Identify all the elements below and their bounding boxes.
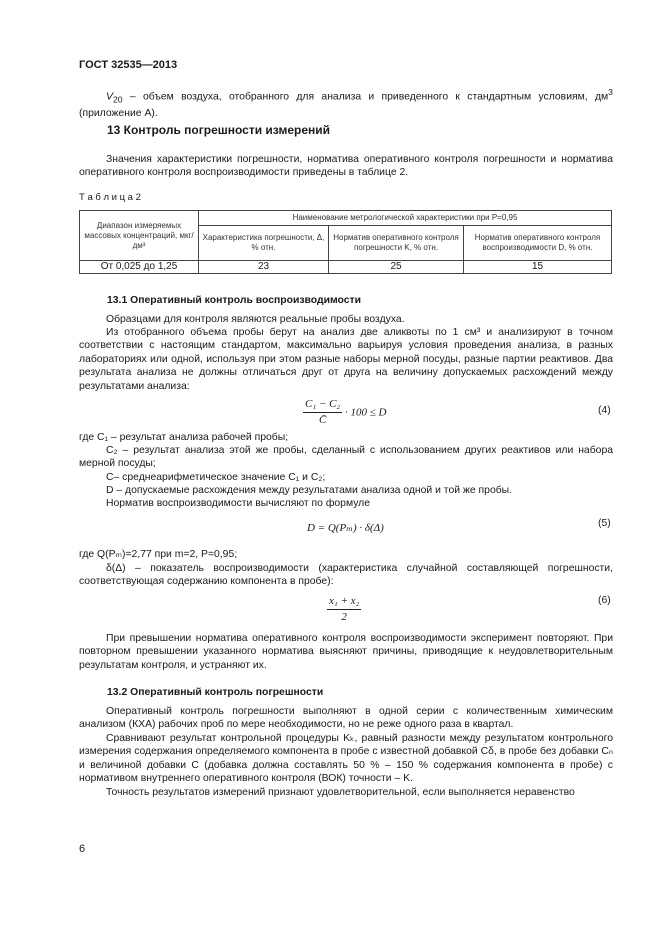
section-13-1-p2: Из отобранного объема пробы берут на анализ две аликвоты по 1 см³ и анализируют в точном соответствии с настоящим стандартом, максимально варьируя условия проведения анализа, в разных лабораториях или одной, используя при этом разные наборы мерной посуды, разные партии реактивов. Два результата анализа не должны отличаться друг от друга на величину допускаемых расхождений между результатами анализа:	[79, 327, 613, 392]
section-13-2-p3: Точность результатов измерений признают удовлетворительной, если выполняется неравенство	[106, 787, 575, 798]
table-group-header: Наименование метрологической характеристики при P=0,95	[199, 211, 612, 226]
table-cell-range: От 0,025 до 1,25	[80, 261, 199, 274]
where-q: где Q(Pₘ)=2,77 при m=2, P=0,95;	[79, 549, 238, 560]
section-13-intro: Значения характеристики погрешности, норматива оперативного контроля погрешности и норматива оперативного контроля воспроизводимости приведены в таблице 2.	[79, 154, 613, 179]
volume-definition-a: – объем воздуха, отобранного для анализа и приведенного к стандартным условиям, дм	[122, 91, 609, 103]
table-cell-v2: 25	[329, 261, 464, 274]
table-header-col3: Норматив оперативного контроля воспроизводимости D, % отн.	[464, 226, 612, 261]
volume-symbol: V	[106, 91, 113, 103]
equation-6	[327, 595, 361, 625]
table-cell-v3: 15	[464, 261, 612, 274]
equation-4-denominator: C̄	[318, 414, 327, 427]
equation-4-numerator: C₁ − C₂	[303, 398, 342, 413]
section-13-1-exceed: При превышении норматива оперативного контроля воспроизводимости эксперимент повторяют. При повторном превышении указанного норматива выясняют причины, приводящие к неудовлетворительным результатам контроля, и устраняют их.	[79, 633, 613, 671]
intro-paragraph	[79, 86, 613, 120]
equation-4-rest: · 100 ≤ D	[345, 406, 387, 419]
equation-4-number: (4)	[598, 405, 611, 416]
equation-4	[303, 398, 386, 428]
equation-6-number: (6)	[598, 595, 611, 606]
table-header-range: Диапазон измеряемых массовых концентраций, мкг/дм³	[80, 211, 199, 261]
volume-definition-b: (приложение А).	[79, 107, 158, 119]
table-header-col1: Характеристика погрешности, Δ, % отн.	[199, 226, 329, 261]
where-d: D – допускаемые расхождения между результатами анализа одной и той же пробы.	[106, 485, 513, 496]
table-2	[79, 210, 612, 274]
equation-5-number: (5)	[598, 518, 611, 529]
equation-6-fraction	[327, 595, 361, 625]
norm-intro: Норматив воспроизводимости вычисляют по формуле	[106, 498, 371, 509]
page-number: 6	[79, 843, 86, 855]
table-2-caption: Т а б л и ц а 2	[79, 192, 141, 203]
table-header-col2: Норматив оперативного контроля погрешности K, % отн.	[329, 226, 464, 261]
equation-5: D = Q(Pₘ) · δ(Δ)	[307, 522, 384, 534]
volume-sup: 3	[608, 87, 613, 97]
volume-subscript: 20	[112, 94, 123, 105]
section-13-2-p2: Сравнивают результат контрольной процедуры Kₖ, равный разности между результатом контрольного измерения содержания определяемого компонента в пробе с известной добавкой Cδ, в пробе без добавки Cₙ и величиной добавки C (добавка должна составлять 50 % – 150 % содержания компонента в пробе) с нормативом внутреннего оперативного контроля (ВОК) точности – K.	[79, 733, 613, 785]
section-13-1-title: 13.1 Оперативный контроль воспроизводимости	[107, 295, 361, 306]
section-13-2-title: 13.2 Оперативный контроль погрешности	[107, 687, 324, 698]
table-row	[80, 261, 612, 274]
where-delta: δ(Δ) – показатель воспроизводимости (характеристика случайной составляющей погрешности, соответствующая содержанию компонента в пробе):	[79, 563, 613, 588]
where-cbar: C– среднеарифметическое значение C₁ и C₂;	[106, 472, 326, 483]
where-c2: C₂ – результат анализа этой же пробы, сделанный с использованием других реактивов или набора мерной посуды;	[79, 445, 613, 470]
equation-6-denominator: 2	[341, 611, 347, 624]
equation-6-numerator: x₁ + x₂	[327, 595, 361, 610]
table-cell-v1: 23	[199, 261, 329, 274]
document-header: ГОСТ 32535—2013	[79, 59, 178, 71]
section-13-2-p1: Оперативный контроль погрешности выполняют в одной серии с количественным химическим анализом (КХА) рабочих проб по мере необходимости, но не реже одного раза в квартал.	[79, 706, 613, 731]
section-13-1-p1: Образцами для контроля являются реальные пробы воздуха.	[106, 314, 405, 325]
equation-4-fraction	[303, 398, 342, 428]
section-13-title: 13 Контроль погрешности измерений	[107, 123, 331, 137]
where-c1: где C₁ – результат анализа рабочей пробы;	[79, 432, 289, 443]
